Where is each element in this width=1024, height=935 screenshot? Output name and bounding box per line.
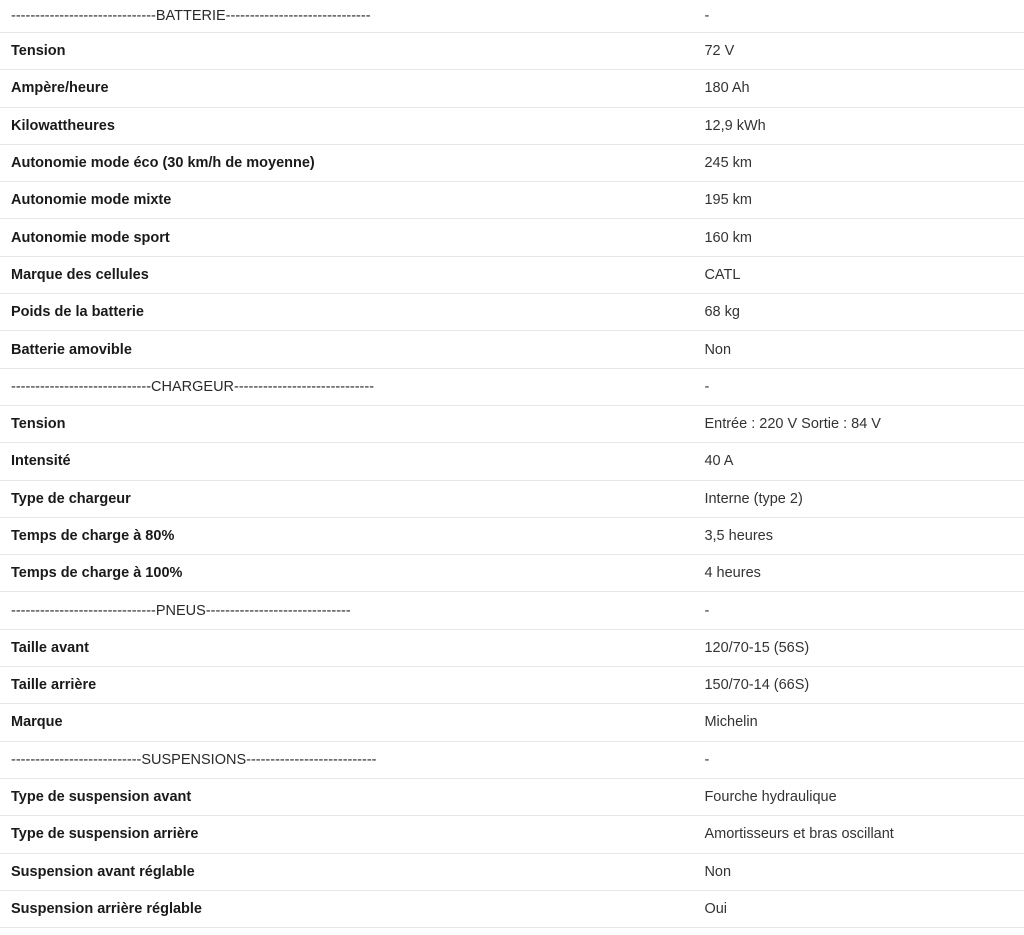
section-title: ---------------------------SUSPENSIONS--------------------------- (0, 741, 694, 778)
table-row (0, 70, 1024, 107)
table-row (0, 33, 1024, 70)
spec-value: 68 kg (694, 294, 1024, 331)
spec-value: Michelin (694, 704, 1024, 741)
table-row (0, 294, 1024, 331)
table-row (0, 629, 1024, 666)
section-title: ------------------------------PNEUS------------------------------ (0, 592, 694, 629)
spec-value: 72 V (694, 33, 1024, 70)
spec-label: Autonomie mode mixte (0, 182, 694, 219)
spec-value: Non (694, 331, 1024, 368)
spec-value: Fourche hydraulique (694, 778, 1024, 815)
spec-label: Suspension avant réglable (0, 853, 694, 890)
spec-value: 160 km (694, 219, 1024, 256)
table-row (0, 517, 1024, 554)
table-row (0, 853, 1024, 890)
spec-value: Non (694, 853, 1024, 890)
table-row (0, 890, 1024, 927)
table-row (0, 144, 1024, 181)
spec-label: Marque (0, 704, 694, 741)
table-row (0, 256, 1024, 293)
spec-label: Kilowattheures (0, 107, 694, 144)
spec-label: Poids de la batterie (0, 294, 694, 331)
spec-value: 120/70-15 (56S) (694, 629, 1024, 666)
spec-label: Intensité (0, 443, 694, 480)
spec-value: Amortisseurs et bras oscillant (694, 816, 1024, 853)
section-value: - (694, 368, 1024, 405)
spec-value: 3,5 heures (694, 517, 1024, 554)
section-title: ------------------------------BATTERIE------------------------------ (0, 0, 694, 33)
spec-label: Autonomie mode éco (30 km/h de moyenne) (0, 144, 694, 181)
spec-label: Ampère/heure (0, 70, 694, 107)
section-header-row (0, 0, 1024, 33)
table-row (0, 443, 1024, 480)
spec-label: Type de suspension arrière (0, 816, 694, 853)
spec-label: Type de chargeur (0, 480, 694, 517)
spec-label: Suspension arrière réglable (0, 890, 694, 927)
spec-value: 180 Ah (694, 70, 1024, 107)
table-row (0, 555, 1024, 592)
spec-value: Interne (type 2) (694, 480, 1024, 517)
spec-label: Batterie amovible (0, 331, 694, 368)
spec-label: Temps de charge à 80% (0, 517, 694, 554)
table-row (0, 219, 1024, 256)
spec-value: CATL (694, 256, 1024, 293)
spec-value: 4 heures (694, 555, 1024, 592)
section-header-row (0, 741, 1024, 778)
table-row (0, 667, 1024, 704)
table-row (0, 107, 1024, 144)
spec-value: Oui (694, 890, 1024, 927)
table-row (0, 778, 1024, 815)
spec-label: Type de suspension avant (0, 778, 694, 815)
table-row (0, 480, 1024, 517)
spec-value: 40 A (694, 443, 1024, 480)
spec-label: Tension (0, 33, 694, 70)
spec-label: Marque des cellules (0, 256, 694, 293)
spec-value: 195 km (694, 182, 1024, 219)
table-row (0, 331, 1024, 368)
table-row (0, 182, 1024, 219)
spec-value: 12,9 kWh (694, 107, 1024, 144)
spec-label: Taille arrière (0, 667, 694, 704)
section-title: -----------------------------CHARGEUR----------------------------- (0, 368, 694, 405)
spec-value: 245 km (694, 144, 1024, 181)
spec-label: Tension (0, 405, 694, 442)
spec-label: Temps de charge à 100% (0, 555, 694, 592)
table-row (0, 405, 1024, 442)
section-value: - (694, 592, 1024, 629)
section-header-row (0, 368, 1024, 405)
spec-label: Taille avant (0, 629, 694, 666)
section-value: - (694, 0, 1024, 33)
section-header-row (0, 592, 1024, 629)
spec-value: 150/70-14 (66S) (694, 667, 1024, 704)
table-row (0, 816, 1024, 853)
spec-value: Entrée : 220 V Sortie : 84 V (694, 405, 1024, 442)
spec-label: Autonomie mode sport (0, 219, 694, 256)
table-row (0, 704, 1024, 741)
section-value: - (694, 741, 1024, 778)
